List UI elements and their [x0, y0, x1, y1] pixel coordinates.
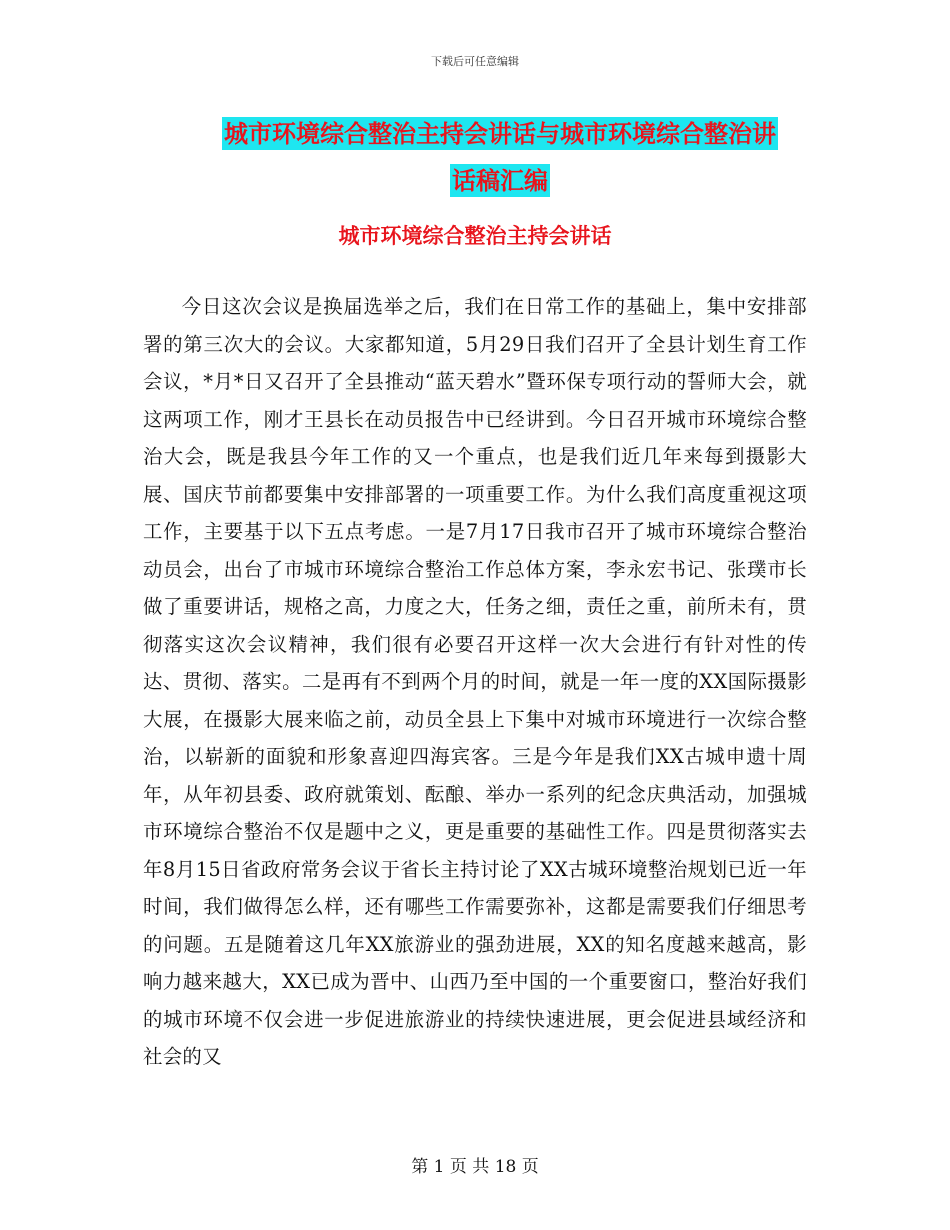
document-title-line-2: 话稿汇编 [452, 166, 548, 195]
page-number-footer: 第 1 页 共 18 页 [411, 1157, 539, 1177]
page-header-note: 下载后可任意编辑 [431, 55, 519, 68]
document-title-line-1: 城市环境综合整治主持会讲话与城市环境综合整治讲 [224, 119, 776, 148]
body-paragraph: 今日这次会议是换届选举之后，我们在日常工作的基础上，集中安排部署的第三次大的会议。大家都知道，5月29日我们召开了全县计划生育工作会议，*月*日又召开了全县推动“蓝天碧水”暨环保专项行动的誓师大会，就这两项工作，刚才王县长在动员报告中已经讲到。今日召开城市环境综合整治大会，既是我县今年工作的又一个重点，也是我们近几年来每到摄影大展、国庆节前都要集中安排部署的一项重要工作。为什么我们高度重视这项工作，主要基于以下五点考虑。一是7月17日我市召开了城市环境综合整治动员会，出台了市城市环境综合整治工作总体方案，李永宏书记、张璞市长做了重要讲话，规格之高，力度之大，任务之细，责任之重，前所未有，贯彻落实这次会议精神，我们很有必要召开这样一次大会进行有针对性的传达、贯彻、落实。二是再有不到两个月的时间，就是一年一度的XX国际摄影大展，在摄影大展来临之前，动员全县上下集中对城市环境进行一次综合整治，以崭新的面貌和形象喜迎四海宾客。三是今年是我们XX古城申遗十周年，从年初县委、政府就策划、酝酿、举办一系列的纪念庆典活动，加强城市环境综合整治不仅是题中之义，更是重要的基础性工作。四是贯彻落实去年8月15日省政府常务会议于省长主持讨论了XX古城环境整治规划已近一年时间，我们做得怎么样，还有哪些工作需要弥补，这都是需要我们仔细思考的问题。五是随着这几年XX旅游业的强劲进展，XX的知名度越来越高，影响力越来越大，XX已成为晋中、山西乃至中国的一个重要窗口，整治好我们的城市环境不仅会进一步促进旅游业的持续快速进展，更会促进县域经济和社会的又 [143, 295, 807, 1068]
section-title: 城市环境综合整治主持会讲话 [338, 223, 612, 248]
document-title [190, 110, 810, 204]
